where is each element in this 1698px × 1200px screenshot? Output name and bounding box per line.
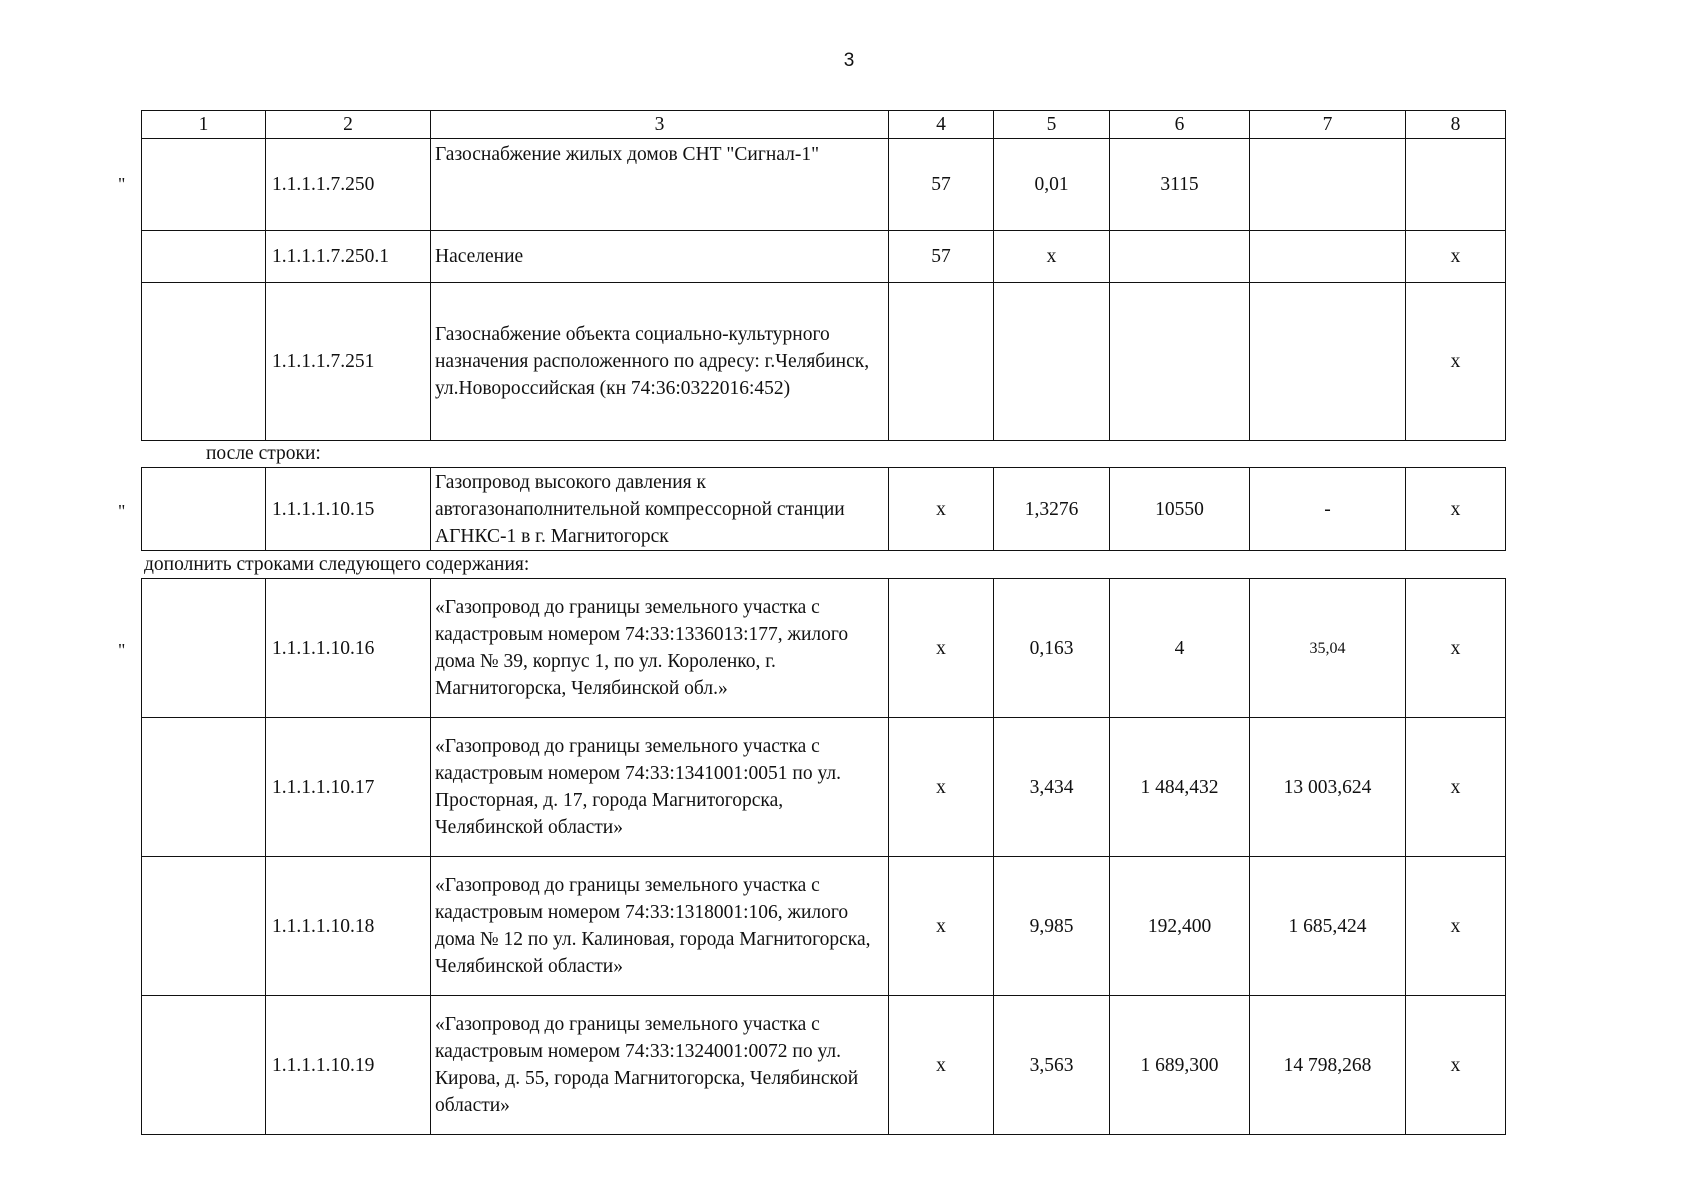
cell-col1	[142, 996, 266, 1135]
column-number: 6	[1110, 111, 1250, 139]
quote-mark: "	[118, 640, 126, 660]
column-number-row	[142, 111, 1506, 139]
cell-col7: 14 798,268	[1250, 996, 1406, 1135]
cell-col8: х	[1406, 468, 1506, 551]
cell-col1	[142, 231, 266, 283]
quote-mark: "	[118, 174, 126, 194]
cell-col6: 1 689,300	[1110, 996, 1250, 1135]
cell-col5: 0,163	[994, 579, 1110, 718]
table-row	[142, 857, 1506, 996]
page-number: 3	[843, 50, 855, 71]
cell-description: «Газопровод до границы земельного участка с кадастровым номером 74:33:1336013:177, жилого дома № 39, корпус 1, по ул. Короленко, г. Магнитогорска, Челябинской обл.»	[431, 579, 889, 718]
table-row	[142, 718, 1506, 857]
cell-code: 1.1.1.1.7.250	[266, 139, 431, 231]
data-table-3	[141, 578, 1506, 1135]
cell-col8: х	[1406, 231, 1506, 283]
table-row	[142, 579, 1506, 718]
cell-col8: х	[1406, 579, 1506, 718]
cell-col5	[994, 283, 1110, 441]
cell-col7: 1 685,424	[1250, 857, 1406, 996]
cell-code: 1.1.1.1.10.15	[266, 468, 431, 551]
quote-mark: "	[118, 501, 126, 521]
cell-col8	[1406, 139, 1506, 231]
cell-description: «Газопровод до границы земельного участка с кадастровым номером 74:33:1341001:0051 по ул. Просторная, д. 17, города Магнитогорска, Челябинской области»	[431, 718, 889, 857]
cell-col4: х	[889, 996, 994, 1135]
data-table-1	[141, 110, 1506, 441]
cell-col4: 57	[889, 139, 994, 231]
cell-code: 1.1.1.1.10.17	[266, 718, 431, 857]
cell-code: 1.1.1.1.10.18	[266, 857, 431, 996]
note-after-line: после строки:	[206, 443, 321, 464]
cell-col8: х	[1406, 283, 1506, 441]
cell-col6: 10550	[1110, 468, 1250, 551]
cell-col4: 57	[889, 231, 994, 283]
cell-code: 1.1.1.1.10.16	[266, 579, 431, 718]
cell-description: «Газопровод до границы земельного участка с кадастровым номером 74:33:1324001:0072 по ул. Кирова, д. 55, города Магнитогорска, Челябинской области»	[431, 996, 889, 1135]
cell-col6: 192,400	[1110, 857, 1250, 996]
table-row	[142, 996, 1506, 1135]
cell-col4: х	[889, 718, 994, 857]
cell-description: «Газопровод до границы земельного участка с кадастровым номером 74:33:1318001:106, жилого дома № 12 по ул. Калиновая, города Магнитогорска, Челябинской области»	[431, 857, 889, 996]
cell-description: Население	[431, 231, 889, 283]
table-block-1	[141, 110, 1506, 441]
cell-col1	[142, 718, 266, 857]
cell-col4	[889, 283, 994, 441]
cell-col5: 3,563	[994, 996, 1110, 1135]
cell-col1	[142, 139, 266, 231]
cell-col6: 3115	[1110, 139, 1250, 231]
table-row	[142, 231, 1506, 283]
table-row	[142, 139, 1506, 231]
cell-col6: 1 484,432	[1110, 718, 1250, 857]
column-number: 3	[431, 111, 889, 139]
cell-col5: 1,3276	[994, 468, 1110, 551]
cell-col4: х	[889, 857, 994, 996]
table-block-3	[141, 578, 1506, 1135]
cell-description: Газоснабжение объекта социально-культурного назначения расположенного по адресу: г.Челябинск, ул.Новороссийская (кн 74:36:0322016:452)	[431, 283, 889, 441]
cell-col4: х	[889, 468, 994, 551]
cell-code: 1.1.1.1.7.251	[266, 283, 431, 441]
cell-col8: х	[1406, 857, 1506, 996]
column-number: 5	[994, 111, 1110, 139]
column-number: 4	[889, 111, 994, 139]
cell-col7: 13 003,624	[1250, 718, 1406, 857]
cell-col5: х	[994, 231, 1110, 283]
cell-col7	[1250, 231, 1406, 283]
cell-col7: -	[1250, 468, 1406, 551]
cell-col5: 0,01	[994, 139, 1110, 231]
cell-description: Газоснабжение жилых домов СНТ "Сигнал-1"	[431, 139, 889, 231]
table-block-2	[141, 467, 1506, 551]
table-row	[142, 468, 1506, 551]
column-number: 2	[266, 111, 431, 139]
cell-col1	[142, 468, 266, 551]
cell-col7	[1250, 283, 1406, 441]
table-row	[142, 283, 1506, 441]
note-add-lines: дополнить строками следующего содержания:	[144, 554, 530, 575]
cell-col1	[142, 857, 266, 996]
cell-col5: 9,985	[994, 857, 1110, 996]
cell-col6: 4	[1110, 579, 1250, 718]
column-number: 8	[1406, 111, 1506, 139]
cell-code: 1.1.1.1.10.19	[266, 996, 431, 1135]
cell-col6	[1110, 283, 1250, 441]
column-number: 1	[142, 111, 266, 139]
column-number: 7	[1250, 111, 1406, 139]
cell-col4: х	[889, 579, 994, 718]
cell-col1	[142, 579, 266, 718]
data-table-2	[141, 467, 1506, 551]
cell-col5: 3,434	[994, 718, 1110, 857]
cell-col7	[1250, 139, 1406, 231]
cell-description: Газопровод высокого давления к автогазонаполнительной компрессорной станции АГНКС-1 в г. Магнитогорск	[431, 468, 889, 551]
cell-col8: х	[1406, 718, 1506, 857]
cell-code: 1.1.1.1.7.250.1	[266, 231, 431, 283]
cell-col7: 35,04	[1250, 579, 1406, 718]
cell-col8: х	[1406, 996, 1506, 1135]
cell-col1	[142, 283, 266, 441]
cell-col6	[1110, 231, 1250, 283]
